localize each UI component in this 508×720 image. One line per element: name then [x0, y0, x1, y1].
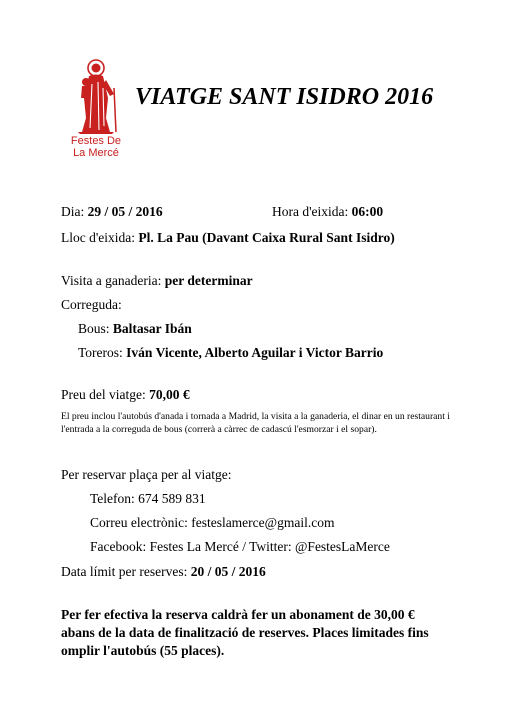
document-title: VIATGE SANT ISIDRO 2016 [135, 84, 434, 110]
departure-time-label: Hora d'eixida: [272, 204, 352, 219]
festes-la-merce-logo [62, 58, 130, 158]
bullfighters-line [78, 344, 383, 362]
deposit-notice: Per fer efectiva la reserva caldrà fer un abonament de 30,00 € abans de la data de finalització de reserves. Places limitades fins omplir l'autobús (55 places). [61, 607, 429, 658]
ranch-visit-value: per determinar [164, 273, 253, 288]
bulls-label: Bous: [78, 321, 113, 336]
price-label: Preu del viatge: [61, 387, 150, 402]
reservation-deadline-value: 20 / 05 / 2016 [190, 564, 266, 579]
reservation-deadline-line [61, 563, 266, 581]
phone-line: Telefon: 674 589 831 [90, 491, 206, 506]
ranch-visit-line [61, 272, 253, 290]
date-label: Dia: [61, 204, 88, 219]
bullfighters-value: Iván Vicente, Alberto Aguilar i Victor Barrio [126, 345, 384, 360]
departure-time-value: 06:00 [351, 204, 384, 219]
logo-text-line2: La Mercé [73, 147, 119, 159]
reservation-heading: Per reservar plaça per al viatge: [61, 467, 232, 482]
price-includes-note: El preu inclou l'autobús d'anada i tornada a Madrid, la visita a la ganaderia, el dinar en un restaurant i l'entrada a la correguda de bous (correrà a càrrec de cadascú l'esmorzar i el sopar). [61, 411, 450, 435]
departure-time-line [272, 203, 383, 221]
bulls-line [78, 320, 192, 338]
date-value: 29 / 05 / 2016 [87, 204, 163, 219]
ranch-visit-label: Visita a ganaderia: [61, 273, 165, 288]
bullfighters-label: Toreros: [78, 345, 127, 360]
date-line [61, 203, 163, 221]
logo-text-line1: Festes De [70, 135, 122, 147]
saint-figure-icon [62, 58, 130, 134]
departure-place-line [61, 229, 395, 247]
price-value: 70,00 € [149, 387, 190, 402]
departure-place-value: Pl. La Pau (Davant Caixa Rural Sant Isidro) [138, 230, 395, 245]
departure-place-label: Lloc d'eixida: [61, 230, 139, 245]
bullfight-heading: Correguda: [61, 297, 122, 312]
social-media-line: Facebook: Festes La Mercé / Twitter: @FestesLaMerce [90, 539, 390, 554]
bulls-value: Baltasar Ibán [112, 321, 192, 336]
reservation-deadline-label: Data límit per reserves: [61, 564, 191, 579]
email-line: Correu electrònic: festeslamerce@gmail.com [90, 515, 335, 530]
price-line [61, 386, 190, 404]
